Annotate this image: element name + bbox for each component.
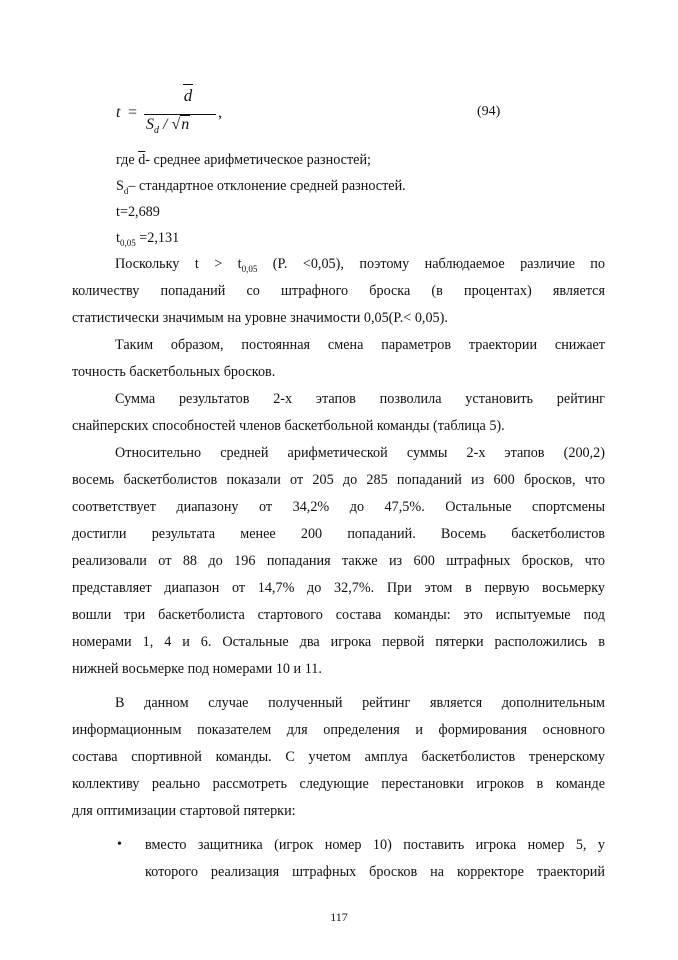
sqrt-expression: [171, 115, 190, 133]
formula-denominator: [146, 116, 190, 137]
paragraph-line: снайперских способностей членов баскетбольной команды (таблица 5).: [72, 418, 505, 434]
definition-s-text: – стандартное отклонение средней разностей.: [128, 178, 406, 194]
paragraph-line: статистически значимым на уровне значимости 0,05(P.< 0,05).: [72, 310, 448, 326]
mean-bar: [183, 84, 193, 85]
definition-s-sub: d: [123, 185, 129, 196]
paragraph-line: представляет диапазон от 14,7% до 32,7%. При этом в первую восьмерку: [72, 580, 605, 596]
formula-94: [116, 82, 536, 142]
formula-comma: ,: [218, 104, 222, 121]
paragraph-line: В данном случае полученный рейтинг является дополнительным: [115, 695, 605, 711]
page-number: 117: [330, 910, 348, 924]
paragraph-line: вошли три баскетболиста стартового состава команды: это испытуемые под: [72, 607, 605, 623]
paragraph-line: коллективу реально рассмотреть следующие перестановки игроков в команде: [72, 776, 605, 792]
definition-sd: [116, 177, 406, 195]
paragraph-line: достигли результата менее 200 попаданий. Восемь баскетболистов: [72, 526, 605, 542]
paragraph-line: нижней восьмерке под номерами 10 и 11.: [72, 661, 322, 677]
t-critical-letter: t: [116, 230, 120, 246]
formula-numerator: [160, 84, 216, 106]
paragraph-line: информационным показателем для определения и формирования основного: [72, 722, 605, 738]
subscript: 0,05: [241, 263, 258, 274]
paragraph-line: реализовали от 88 до 196 попадания также из 600 штрафных бросков, что: [72, 553, 605, 569]
t-critical-value: [116, 229, 179, 247]
paragraph-line: состава спортивной команды. С учетом амплуа баскетболистов тренерскому: [72, 749, 605, 765]
bullet-line: вместо защитника (игрок номер 10) поставить игрока номер 5, у: [145, 837, 605, 853]
definition-s-letter: S: [116, 178, 124, 194]
formula-numerator-var: d: [183, 86, 193, 105]
formula-lhs: t: [116, 104, 121, 121]
text-run: Поскольку t > t: [115, 256, 242, 272]
bullet-icon: •: [117, 837, 122, 852]
paragraph-line: Сумма результатов 2-х этапов позволила установить рейтинг: [115, 391, 605, 407]
definition-d-text: - среднее арифметическое разностей;: [145, 152, 371, 168]
paragraph-line: Таким образом, постоянная смена параметров траектории снижает: [115, 337, 605, 353]
paragraph-line: соответствует диапазону от 34,2% до 47,5%. Остальные спортсмены: [72, 499, 605, 515]
definition-d: [116, 151, 371, 169]
denominator-var: S: [146, 116, 154, 133]
paragraph-line: Относительно средней арифметической суммы 2-х этапов (200,2): [115, 445, 605, 461]
text-run: (P. <0,05), поэтому наблюдаемое различие по: [257, 256, 605, 272]
t-critical-text: =2,131: [135, 230, 180, 246]
sqrt-argument: n: [181, 116, 190, 133]
paragraph-line: точность баскетбольных бросков.: [72, 364, 276, 380]
definition-d-prefix: где: [116, 152, 139, 168]
denominator-slash: /: [159, 116, 172, 133]
t-value: t=2,689: [116, 204, 160, 220]
formula-equals: =: [128, 104, 138, 121]
bullet-line: которого реализация штрафных бросков на корректоре траекторий: [145, 864, 605, 880]
paragraph-line: [115, 255, 605, 273]
paragraph-line: восемь баскетболистов показали от 205 до 285 попаданий из 600 бросков, что: [72, 472, 605, 488]
t-critical-sub: 0,05: [119, 237, 136, 248]
paragraph-line: для оптимизации стартовой пятерки:: [72, 803, 296, 819]
equation-number: (94): [477, 104, 501, 119]
paragraph-line: номерами 1, 4 и 6. Остальные два игрока первой пятерки расположились в: [72, 634, 605, 650]
paragraph-line: количеству попаданий со штрафного броска (в процентах) является: [72, 283, 605, 299]
definition-d-letter: $\overline{d}$: [138, 152, 146, 168]
sqrt-symbol: √: [171, 116, 181, 133]
denominator-sub: d: [154, 125, 159, 137]
